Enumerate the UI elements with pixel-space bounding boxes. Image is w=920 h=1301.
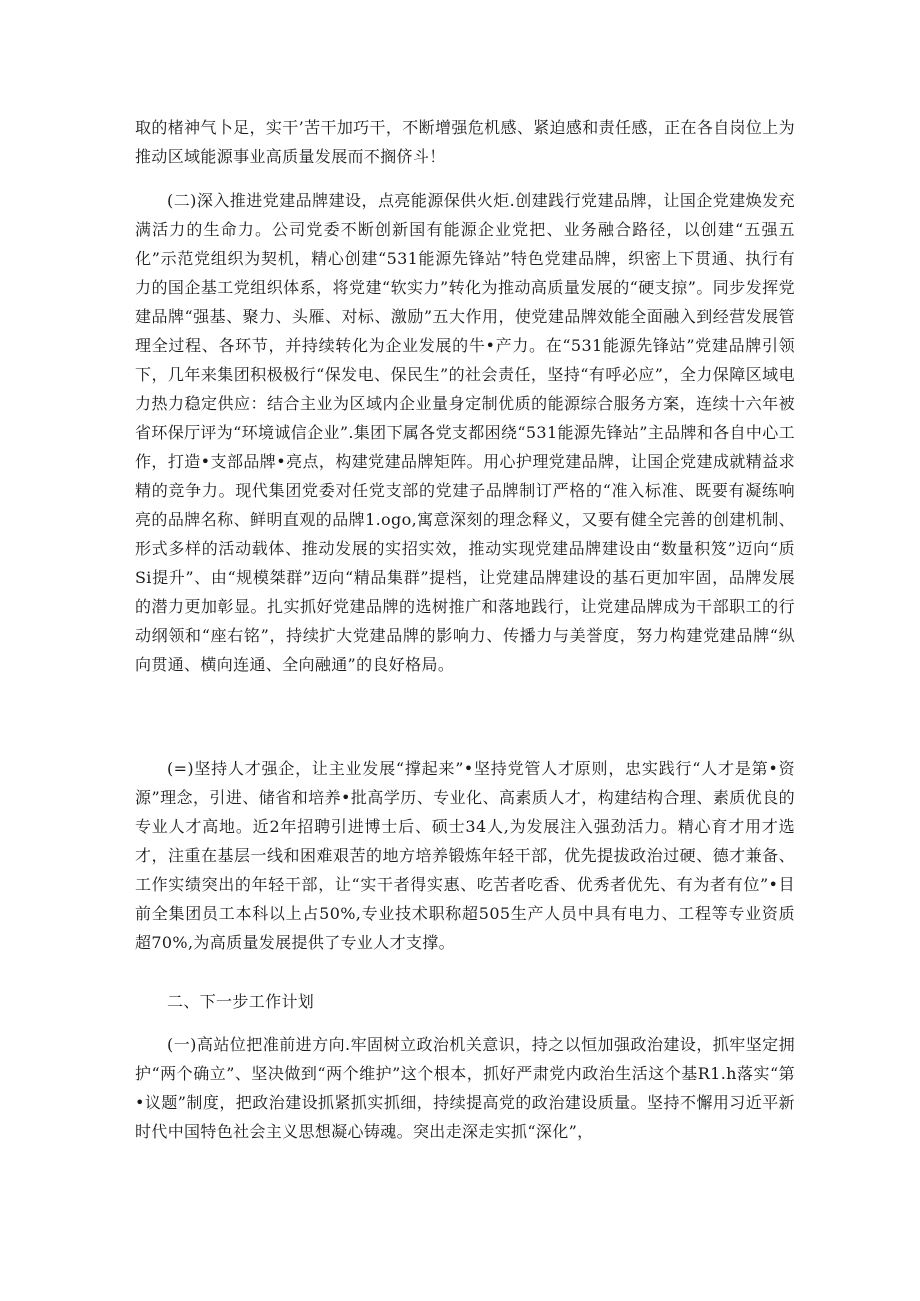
paragraph-talent-strategy: (=)坚持人才强企，让主业发展“撑起来”•坚持党管人才原则，忠实践行“人才是第•资源”理念，引进、储省和培养•批高学历、专业化、高素质人才，构建结构合理、素质优良的专业人才高地。近2年招聘引进博士后、硕士34人,为发展注入强劲活力。精心育才用才选才，注重在基层一线和困难艰苦的地方培养锻炼年轻干部，优先提拔政治过硬、德才兼备、工作实绩突出的年轻干部，让“实干者得实惠、吃苦者吃香、优秀者优先、有为者有位”•目前全集团员工本科以上占50%,专业技术职称超505生产人员中具有电力、工程等专业资质超70%,为高质量发展提供了专业人才支撑。 (135, 759, 795, 952)
paragraph-political-direction: (一)高站位把准前进方向.牢固树立政治机关意识，持之以恒加强政治建设，抓牢坚定拥护“两个确立”、坚决做到“两个维护”这个根本，抓好严肃党内政治生活这个基R1.h落实“第•议题”制度，把政治建设抓紧抓实抓细，持续提高党的政治建设质量。坚持不懈用习近平新时代中国特色社会主义思想凝心铸魂。突出走深走实抓“深化”， (135, 1035, 795, 1141)
paragraph-party-brand-building: (二)深入推进党建品牌建设，点亮能源保供火炬.创建践行党建品牌，让国企党建焕发充满活力的生命力。公司党委不断创新国有能源企业党把、业务融合路径，以创建“五强五化”示范党组织为契机，精心创建“531能源先锋站”特色党建品牌，织密上下贯通、执行有力的国企基工党组织体系，将党建“软实力”转化为推动高质量发展的“硬支掠”。同步发挥党建品牌“强基、聚力、头雁、对标、激励”五大作用，使党建品牌效能全面融入到经营发展管理全过程、各环节，并持续转化为企业发展的牛•产力。在“531能源先锋站”党建品牌引领下，几年来集团积极极行“保发电、保民生”的社会责任，坚持“有呼必应”，全力保障区域电力热力稳定供应：结合主业为区域内企业量身定制优质的能源综合服务方案，连续十六年被省环保厅评为“环境诚信企业”.集团下属各党支都困绕“531能源先锋站”主品牌和各自中心工作，打造•支部品牌•亮点，构建党建品牌矩阵。用心护理党建品牌，让国企党建成就精益求精的竞争力。现代集团党委对任党支部的党建子品牌制订严格的“准入标准、既要有凝练响亮的品牌名称、鲜明直观的品牌1.ogo,寓意深刻的理念释义，又要有健全完善的创建机制、形式多样的活动载体、推动发展的实招实效，推动实现党建品牌建设由“数量积笈”迈向“质Si提升”、由“规模桀群”迈向“精品集群”提档，让党建品牌建设的基石更加牢固，品牌发展的潜力更加彰显。扎实抓好党建品牌的选树推广和落地践行，让党建品牌成为干部职工的行动纲领和“座右铭”，持续扩大党建品牌的影响力、传播力与美誉度，努力构建党建品牌“纵向贯通、横向连通、全向融通”的良好格局。 (135, 191, 795, 674)
section-heading-next-steps: 二、下一步工作计划 (167, 992, 315, 1011)
paragraph-continuation: 取的楮神气卜足，实干’苦干加巧干，不断增强危机感、紧迫感和责任感，正在各自岗位上为推动区域能源事业高质量发展而不搁侪斗！ (135, 118, 795, 166)
